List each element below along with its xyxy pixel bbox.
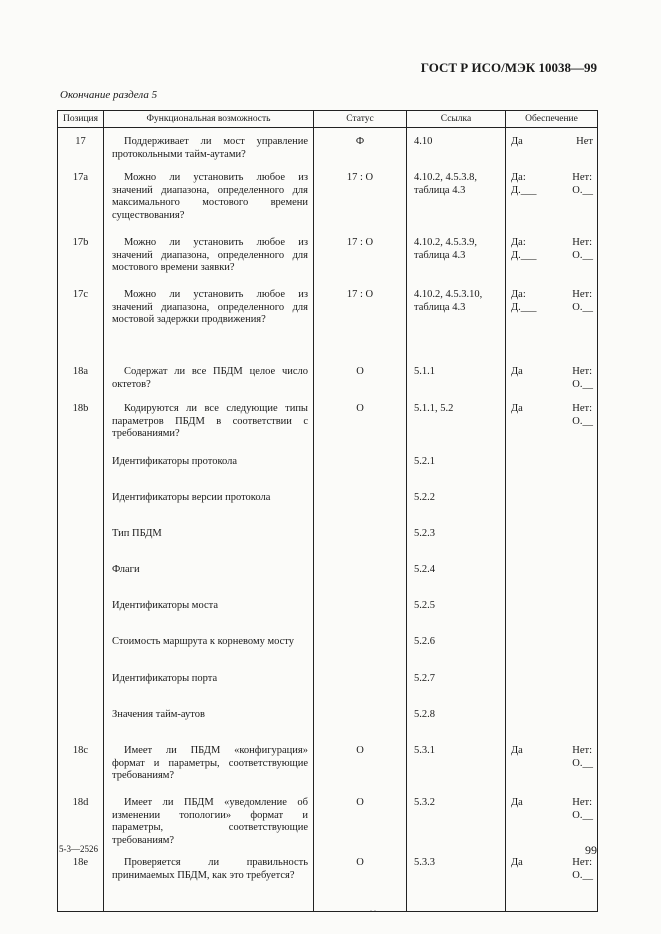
reference-cell: 5.1.1 (407, 358, 506, 395)
footer-code: 5-3—2526 (59, 844, 98, 854)
provision-no (572, 403, 593, 428)
function-text: Имеет ли ПБДМ «конфигурация» формат и параметры, соответствующие требованиям? (112, 745, 308, 781)
provision-no (572, 289, 593, 314)
position-cell: 17a (58, 164, 104, 229)
status-cell (314, 520, 407, 556)
function-text: Кодируются ли все следующие типы параметров ПБДМ в соответствии с требованиями? (112, 403, 308, 439)
function-text: Тип ПБДМ (112, 528, 162, 539)
provision-cell (506, 556, 598, 592)
provision-cell (506, 281, 598, 346)
function-cell (104, 665, 314, 701)
provision-cell (506, 849, 598, 911)
position-cell: 17c (58, 281, 104, 346)
spacer-cell (506, 346, 598, 358)
provision-no (572, 366, 593, 391)
reference-cell: 5.3.2 (407, 789, 506, 849)
provision-no-detail: О.__ (572, 249, 593, 261)
status-cell: 17 : O (314, 164, 407, 229)
status-cell (314, 628, 407, 665)
function-text: Проверяется ли правильность принимаемых ПБДМ, как это требуется? (112, 857, 308, 881)
provision-options (511, 403, 593, 431)
position-cell (58, 628, 104, 665)
status-cell: O (314, 737, 407, 789)
status-cell (314, 701, 407, 737)
provision-no-label: Нет (576, 136, 593, 147)
provision-yes-label: Да: (511, 289, 526, 300)
table-row (58, 665, 598, 701)
provision-no-detail: О.__ (572, 869, 593, 881)
provision-no-label: Нет: (572, 857, 593, 868)
status-cell: O (314, 358, 407, 395)
function-text: Можно ли установить любое из значений диапазона, определенного для максимального мостового времени существования? (112, 172, 308, 221)
status-cell (314, 592, 407, 628)
provision-cell (506, 665, 598, 701)
position-cell (58, 592, 104, 628)
header-provision: Обеспечение (506, 111, 598, 128)
provision-yes-label: Да (511, 797, 523, 808)
position-cell: 18d (58, 789, 104, 849)
provision-no-label: Нет: (572, 366, 593, 377)
function-cell (104, 556, 314, 592)
provision-options (511, 797, 593, 825)
provision-yes (511, 745, 523, 758)
provision-cell (506, 592, 598, 628)
function-text: Идентификаторы протокола (112, 456, 238, 467)
conformance-table (57, 110, 598, 912)
provision-yes-label: Да (511, 366, 523, 377)
provision-options (511, 709, 593, 737)
provision-options (511, 366, 593, 394)
provision-no (572, 857, 593, 882)
provision-no (576, 136, 593, 149)
status-cell: Ф (314, 128, 407, 165)
status-cell: O (314, 789, 407, 849)
position-cell: 18e (58, 849, 104, 911)
provision-options (511, 857, 593, 885)
provision-no-label: Нет: (572, 403, 593, 414)
table-row (58, 701, 598, 737)
table-row (58, 520, 598, 556)
provision-yes-label: Да (511, 745, 523, 756)
table-row (58, 628, 598, 665)
reference-cell: 5.2.6 (407, 628, 506, 665)
reference-cell: 5.2.1 (407, 448, 506, 484)
provision-no (572, 745, 593, 770)
provision-yes (511, 403, 523, 416)
function-text: Можно ли установить любое из значений диапазона, определенного для мостовой задержки продвижения? (112, 289, 308, 325)
reference-cell: 5.2.7 (407, 665, 506, 701)
provision-options (511, 528, 593, 556)
function-cell (104, 128, 314, 165)
provision-cell (506, 358, 598, 395)
header-status: Статус (314, 111, 407, 128)
table-row (58, 281, 598, 346)
provision-yes-detail: Д.___ (511, 184, 537, 196)
table-spacer-row (58, 346, 598, 358)
status-cell (314, 665, 407, 701)
document-standard-header: ГОСТ Р ИСО/МЭК 10038—99 (420, 60, 597, 75)
provision-no-detail: О.__ (572, 809, 593, 821)
position-cell (58, 520, 104, 556)
function-text: Содержат ли все ПБДМ целое число октетов? (112, 366, 308, 390)
provision-cell (506, 789, 598, 849)
status-cell: 17 : O (314, 229, 407, 281)
position-cell (58, 701, 104, 737)
provision-yes (511, 172, 537, 197)
header-reference: Ссылка (407, 111, 506, 128)
provision-cell (506, 164, 598, 229)
provision-yes-label: Да (511, 136, 523, 147)
table-row (58, 849, 598, 911)
provision-options (511, 456, 593, 484)
table-row (58, 484, 598, 520)
reference-cell: 5.1.1, 5.2 (407, 395, 506, 448)
status-cell (314, 484, 407, 520)
provision-no-label: Нет: (572, 172, 593, 183)
page-dots: . . (370, 904, 376, 913)
header-function: Функциональная возможность (104, 111, 314, 128)
function-cell (104, 358, 314, 395)
table-row (58, 737, 598, 789)
function-cell (104, 520, 314, 556)
spacer-cell (407, 346, 506, 358)
provision-cell (506, 448, 598, 484)
function-cell (104, 484, 314, 520)
table-row (58, 128, 598, 165)
provision-cell (506, 520, 598, 556)
function-text: Значения тайм-аутов (112, 709, 205, 720)
function-text: Можно ли установить любое из значений диапазона, определенного для мостового времени заявки? (112, 237, 308, 273)
provision-yes-detail: Д.___ (511, 301, 537, 313)
table-row (58, 395, 598, 448)
spacer-cell (104, 346, 314, 358)
reference-cell: 5.2.3 (407, 520, 506, 556)
reference-cell: 5.2.2 (407, 484, 506, 520)
function-cell (104, 592, 314, 628)
provision-cell (506, 229, 598, 281)
provision-no-label: Нет: (572, 237, 593, 248)
reference-cell: 5.3.1 (407, 737, 506, 789)
table-row (58, 556, 598, 592)
provision-cell (506, 737, 598, 789)
position-cell: 17b (58, 229, 104, 281)
function-cell (104, 789, 314, 849)
provision-no (572, 237, 593, 262)
status-cell: 17 : O (314, 281, 407, 346)
position-cell: 18c (58, 737, 104, 789)
table-row (58, 164, 598, 229)
function-text: Стоимость маршрута к корневому мосту (112, 636, 294, 647)
position-cell (58, 665, 104, 701)
table-row (58, 592, 598, 628)
provision-options (511, 636, 593, 664)
position-cell (58, 448, 104, 484)
provision-no (572, 797, 593, 822)
position-cell (58, 556, 104, 592)
status-cell: O (314, 395, 407, 448)
function-text: Имеет ли ПБДМ «уведомление об изменении топологии» формат и параметры, соответствующие требованиям? (112, 797, 308, 846)
provision-yes (511, 366, 523, 379)
spacer-cell (314, 346, 407, 358)
reference-cell: 4.10.2, 4.5.3.9, таблица 4.3 (407, 229, 506, 281)
provision-options (511, 492, 593, 520)
provision-no-detail: О.__ (572, 757, 593, 769)
position-cell: 18a (58, 358, 104, 395)
reference-cell: 4.10.2, 4.5.3.8, таблица 4.3 (407, 164, 506, 229)
provision-options (511, 172, 593, 200)
function-cell (104, 628, 314, 665)
function-cell (104, 395, 314, 448)
function-cell (104, 448, 314, 484)
function-cell (104, 849, 314, 911)
provision-no-label: Нет: (572, 289, 593, 300)
section-note: Окончание раздела 5 (60, 89, 158, 101)
table-body (58, 128, 598, 912)
position-cell: 18b (58, 395, 104, 448)
status-cell (314, 556, 407, 592)
function-text: Флаги (112, 564, 140, 575)
provision-cell (506, 484, 598, 520)
provision-yes-label: Да (511, 403, 523, 414)
status-cell: O (314, 849, 407, 911)
page-number: 99 (585, 843, 597, 857)
reference-cell: 5.3.3 (407, 849, 506, 911)
provision-options (511, 289, 593, 317)
function-cell (104, 737, 314, 789)
spacer-cell (58, 346, 104, 358)
provision-cell (506, 628, 598, 665)
provision-yes (511, 136, 523, 149)
provision-yes-label: Да: (511, 237, 526, 248)
provision-cell (506, 701, 598, 737)
provision-options (511, 673, 593, 701)
reference-cell: 4.10 (407, 128, 506, 165)
table-row (58, 789, 598, 849)
function-text: Идентификаторы версии протокола (112, 492, 271, 503)
table-row (58, 448, 598, 484)
function-cell (104, 281, 314, 346)
provision-no-detail: О.__ (572, 415, 593, 427)
provision-options (511, 745, 593, 773)
provision-no-detail: О.__ (572, 378, 593, 390)
function-text: Идентификаторы моста (112, 600, 218, 611)
provision-cell (506, 395, 598, 448)
reference-cell: 5.2.5 (407, 592, 506, 628)
table-row (58, 229, 598, 281)
provision-yes-label: Да: (511, 172, 526, 183)
provision-no-label: Нет: (572, 745, 593, 756)
position-cell: 17 (58, 128, 104, 165)
function-text: Идентификаторы порта (112, 673, 218, 684)
provision-options (511, 237, 593, 265)
header-position: Позиция (58, 111, 104, 128)
table-header-row (58, 111, 598, 128)
function-cell (104, 229, 314, 281)
position-cell (58, 484, 104, 520)
provision-no-label: Нет: (572, 797, 593, 808)
reference-cell: 5.2.4 (407, 556, 506, 592)
provision-yes (511, 857, 523, 870)
reference-cell: 4.10.2, 4.5.3.10, таблица 4.3 (407, 281, 506, 346)
provision-yes (511, 797, 523, 810)
provision-yes-detail: Д.___ (511, 249, 537, 261)
provision-yes-label: Да (511, 857, 523, 868)
status-cell (314, 448, 407, 484)
provision-cell (506, 128, 598, 165)
table-row (58, 358, 598, 395)
provision-no-detail: О.__ (572, 301, 593, 313)
function-text: Поддерживает ли мост управление протокольными тайм-аутами? (112, 136, 308, 160)
function-cell (104, 164, 314, 229)
provision-options (511, 600, 593, 628)
provision-yes (511, 237, 537, 262)
provision-no-detail: О.__ (572, 184, 593, 196)
reference-cell: 5.2.8 (407, 701, 506, 737)
provision-yes (511, 289, 537, 314)
provision-options (511, 136, 593, 164)
function-cell (104, 701, 314, 737)
provision-options (511, 564, 593, 592)
provision-no (572, 172, 593, 197)
